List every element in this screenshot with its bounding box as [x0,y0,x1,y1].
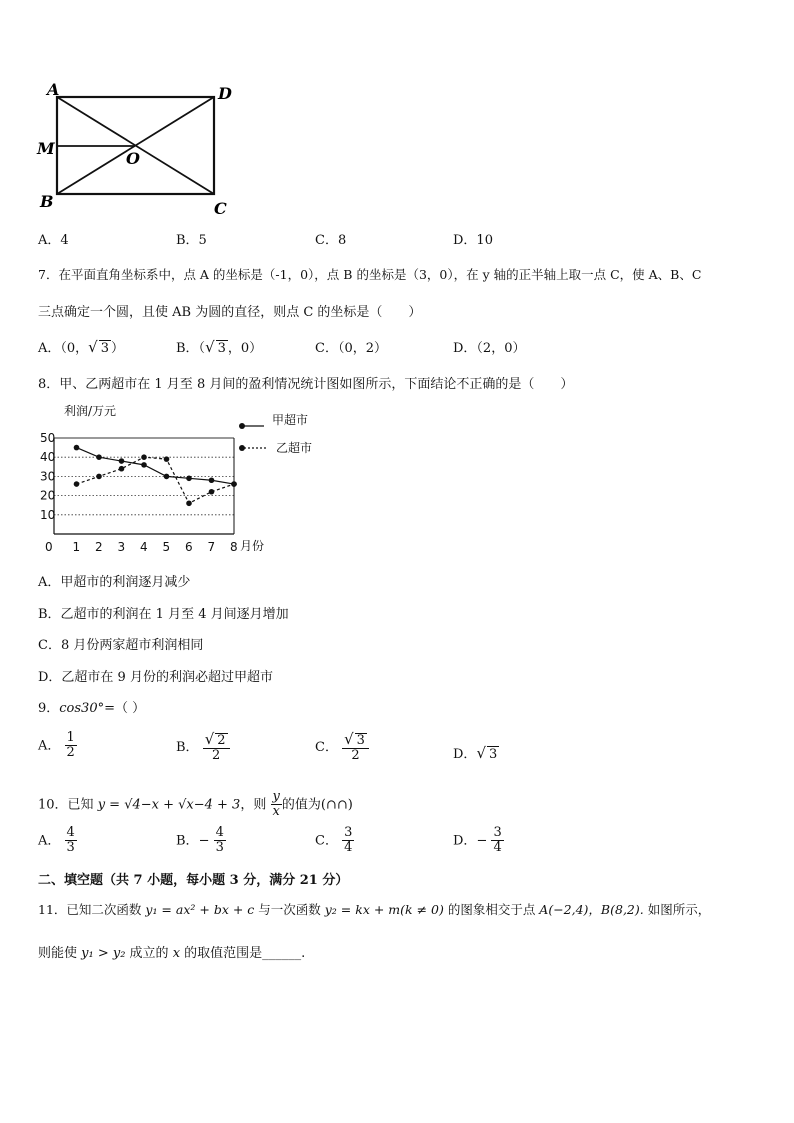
q10-b-num: 4 [215,825,224,840]
q7-option-b-radicand: 3 [217,341,226,356]
q10-d-den: 4 [493,840,502,856]
y-tick-label: 50 [40,431,56,445]
x-tick-label: 2 [95,540,103,554]
q8-option-d: D．乙超市在 9 月份的利润必超过甲超市 [38,670,273,685]
q9-option-c-label: C． [315,739,338,755]
data-point-yi [74,481,80,487]
q10-b-label: B． [176,833,199,849]
data-point-yi [96,474,102,480]
q10-option-d [453,826,504,856]
q9-tail: =（ ） [104,701,146,716]
data-point-jia [209,477,215,483]
q10-stem-fraction [271,790,282,820]
chart-ylabel: 利润/万元 [64,404,117,418]
q10-mid: ，则 [240,797,267,813]
data-point-jia [141,462,147,468]
q9-option-c-fraction [342,731,369,764]
q10-option-a [38,826,77,856]
q9-option-b-label: B． [176,739,199,755]
q10-d-num: 3 [493,825,502,840]
q10-c-num: 3 [344,825,353,840]
q10-a-label: A． [38,833,61,849]
q7-option-c: C．（0，2） [315,341,387,356]
q10-tail: 的值为(∩∩) [281,797,353,813]
label-m: M [37,139,55,158]
label-o: O [126,149,140,168]
q10-b-den: 3 [215,840,224,856]
q11-stem-line2 [38,942,305,961]
data-point-yi [231,481,237,487]
legend-marker-yi [239,445,245,451]
q7-option-a-pre: A．（0， [38,341,89,356]
q9-option-d: D．√ 3 [453,744,498,762]
q11-inequality: y₁ > y₂ [81,946,126,961]
q11-a: 11．已知二次函数 [38,902,146,917]
data-point-jia [74,445,80,451]
legend-label-jia: 甲超市 [272,413,309,427]
label-d: D [218,84,232,103]
data-point-jia [119,458,125,464]
q9-b-denominator: 2 [211,748,221,764]
x-tick-label: 0 [45,540,53,554]
q7-option-d: D．（2，0） [453,341,526,356]
q7-option-b-pre: B．（ [176,341,206,356]
label-b: B [40,192,54,211]
label-a: A [47,80,60,99]
y-tick-label: 40 [40,450,56,465]
x-tick-label: 6 [185,540,193,554]
q7-option-a: A．（0，√ 3 ） [38,338,125,356]
q9-c-denominator: 2 [351,748,360,764]
q9-option-a-fraction [65,731,77,761]
q10-c-den: 4 [344,840,353,856]
chart-xlabel: 月份 [240,539,265,553]
q7-option-b-post: ，0） [227,341,263,356]
q9-number: 9． [38,701,60,716]
q7-option-b: B．（√ 3 ，0） [176,338,263,356]
q6-option-d: D．10 [453,233,493,248]
q9-b-numerator: √ 2 [203,731,230,749]
q9-stem [38,697,145,716]
q10-frac-num: y [272,789,280,804]
q9-option-a [38,731,77,761]
q11-eq1: y₁ = ax² + bx + c [145,902,255,917]
q9-c-numerator: √ 3 [342,731,369,749]
q11-variable-x: x [172,946,181,961]
q10-a-num: 4 [66,825,75,840]
x-tick-label: 8 [230,540,238,554]
section-2-heading: 二、填空题（共 7 小题，每小题 3 分，满分 21 分） [38,873,349,888]
q8-option-a: A．甲超市的利润逐月减少 [38,575,191,590]
q10-pre: 10．已知 [38,797,98,813]
data-point-jia [186,476,192,482]
q7-option-a-radicand: 3 [100,341,110,356]
q9-b-radicand: 2 [217,733,226,748]
q10-option-b [176,826,226,856]
q10-frac-den: x [272,804,280,820]
x-tick-label: 4 [140,540,148,554]
x-tick-label: 5 [162,540,171,554]
q11-eq2: y₂ = kx + m(k ≠ 0) [324,902,444,917]
data-point-jia [164,474,170,480]
q9-option-a-label: A． [38,738,61,754]
q11-line2-a: 则能使 [38,946,82,961]
q7-option-a-post: ） [111,341,125,356]
q8-option-c: C．8 月份两家超市利润相同 [38,638,204,653]
x-tick-label: 7 [207,540,216,554]
x-tick-label: 3 [117,540,126,554]
q6-option-b: B．5 [176,233,207,248]
q9-option-d-label: D． [453,747,477,762]
legend-label-yi: 乙超市 [276,441,313,455]
q11-b: 与一次函数 [254,902,325,917]
q11-points: A(−2,4)，B(8,2). [539,902,644,917]
q8-option-b: B．乙超市的利润在 1 月至 4 月间逐月增加 [38,607,289,622]
q9-c-radicand: 3 [356,733,365,748]
q10-d-sign: − [476,833,488,849]
q10-d-label: D． [453,833,477,849]
q8-stem: 8．甲、乙两超市在 1 月至 8 月间的盈利情况统计图如图所示，下面结论不正确的是（ ） [38,377,574,392]
q6-option-a: A．4 [38,233,69,248]
data-point-yi [164,456,170,462]
q9-a-denominator: 2 [66,745,75,761]
q11-d: 如图所示， [643,902,711,917]
q7-stem-line2: 三点确定一个圆，且使 AB 为圆的直径，则点 C 的坐标是（ ） [38,305,422,320]
q10-option-c [315,826,354,856]
data-point-yi [141,454,147,460]
q10-equation: y = √4−x + √x−4 + 3 [97,797,241,813]
q9-expression: cos30° [59,701,105,716]
q10-c-fraction [342,826,354,856]
label-c: C [214,199,227,218]
y-tick-label: 30 [40,469,56,484]
q9-d-radicand: 3 [489,747,498,762]
q6-option-c: C．8 [315,233,347,248]
q9-option-b-fraction [203,731,230,764]
data-point-jia [96,454,102,460]
q11-stem-line1 [38,900,710,918]
q10-a-den: 3 [66,840,75,856]
q9-a-numerator: 1 [66,730,75,745]
q8-profit-line-chart [30,398,330,558]
legend-marker-jia [239,423,245,429]
y-tick-label: 20 [40,488,56,503]
q9-option-b [176,731,230,764]
q10-b-sign: − [198,833,210,849]
data-point-yi [186,500,192,506]
q7-stem-line1: 7．在平面直角坐标系中，点 A 的坐标是（-1，0），点 B 的坐标是（3，0），在 y 轴的正半轴上取一点 C，使 A、B、C [38,267,702,282]
y-tick-label: 10 [40,507,56,522]
q10-stem [38,790,353,820]
q10-d-fraction [491,826,503,856]
q9-option-c [315,731,369,764]
data-point-yi [209,489,215,495]
q10-a-fraction [65,826,77,856]
q11-line2-b: 成立的 [125,946,173,961]
q11-c: 的图象相交于点 [443,902,540,917]
q11-line2-c: 的取值范围是______. [180,946,306,961]
q6-rectangle-figure [30,76,250,221]
x-tick-label: 1 [72,540,81,554]
data-point-yi [119,466,125,472]
q10-b-fraction [214,826,226,856]
q10-c-label: C． [315,833,338,849]
